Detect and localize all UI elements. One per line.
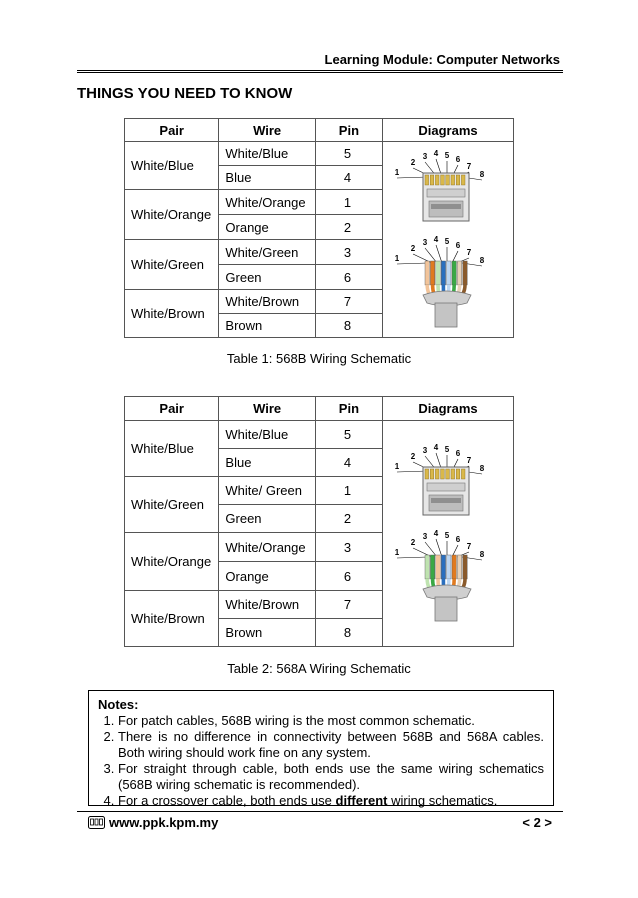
wire-strand (441, 261, 445, 285)
pin-leader-line (397, 557, 427, 558)
pair-cell: White/Brown (125, 290, 219, 338)
header-rule (77, 70, 563, 71)
pin-label: 4 (433, 235, 439, 244)
wire-cell: Orange (219, 215, 315, 240)
wire-strand (430, 555, 434, 579)
wire-strand (425, 261, 429, 285)
gold-contact (461, 469, 465, 479)
wire-cell: White/Green (219, 240, 315, 265)
pin-leader-line (436, 539, 442, 557)
wire-cell: White/Brown (219, 591, 315, 619)
pin-label: 7 (466, 162, 472, 171)
wire-cell: White/Brown (219, 290, 315, 314)
footer-website (88, 815, 218, 830)
wire-cell: Brown (219, 619, 315, 647)
pin-cell: 3 (315, 533, 382, 562)
header-rule-2 (77, 72, 563, 73)
pin-cell: 2 (315, 215, 382, 240)
wire-strand (463, 261, 467, 285)
pin-label: 5 (444, 445, 450, 454)
pin-cell: 6 (315, 562, 382, 591)
notes-title: Notes: (98, 697, 139, 712)
page-number: < 2 > (522, 815, 552, 830)
pin-label: 4 (433, 149, 439, 158)
gold-contact (451, 175, 455, 185)
diagram-cell (383, 421, 514, 647)
pin-cell: 7 (315, 290, 382, 314)
pin-cell: 1 (315, 190, 382, 215)
table-2-caption: Table 2: 568A Wiring Schematic (227, 661, 411, 676)
pin-label: 5 (444, 531, 450, 540)
note-item: 2. There is no difference in connectivity between 568B and 568A cables. Both wiring should work fine on any system. (118, 729, 544, 761)
pair-cell: White/Green (125, 477, 219, 533)
pin-leader-line (397, 263, 427, 264)
pin-label: 4 (433, 443, 439, 452)
pair-cell: White/Green (125, 240, 219, 290)
pin-label: 1 (394, 548, 400, 557)
wire-cell: White/Blue (219, 142, 315, 166)
gold-contact (441, 175, 445, 185)
gold-contact (446, 175, 450, 185)
wire-strand (457, 555, 461, 579)
connector-slot (431, 204, 461, 209)
ppk-logo-icon (88, 816, 105, 829)
cable-jacket (435, 303, 457, 327)
col-header-wire: Wire (219, 397, 315, 421)
wire-strand (463, 555, 467, 579)
cable-jacket (435, 597, 457, 621)
pin-label: 3 (422, 532, 428, 541)
wire-strand (452, 261, 456, 285)
wire-strand (436, 261, 440, 285)
connector-latch (427, 189, 465, 197)
pin-cell: 1 (315, 477, 382, 505)
pin-label: 7 (466, 542, 472, 551)
col-header-wire: Wire (219, 119, 315, 142)
pin-cell: 2 (315, 505, 382, 533)
pin-cell: 7 (315, 591, 382, 619)
pin-cell: 5 (315, 142, 382, 166)
pin-label: 1 (394, 254, 400, 263)
gold-contact (446, 469, 450, 479)
gold-contact (430, 469, 434, 479)
notes-list (98, 713, 544, 809)
pin-label: 8 (479, 170, 485, 179)
pin-cell: 5 (315, 421, 382, 449)
pin-cell: 4 (315, 166, 382, 190)
pin-label: 1 (394, 462, 400, 471)
wire-strand (441, 555, 445, 579)
wire-cell: Green (219, 265, 315, 290)
wire-cell: White/Orange (219, 190, 315, 215)
gold-contact (425, 175, 429, 185)
module-title: Learning Module: Computer Networks (324, 52, 560, 67)
gold-contact (456, 469, 460, 479)
pin-label: 6 (455, 155, 461, 164)
wire-cell: Green (219, 505, 315, 533)
pin-cell: 4 (315, 449, 382, 477)
pin-label: 7 (466, 456, 472, 465)
pin-label: 2 (410, 158, 416, 167)
note-item: 3. For straight through cable, both ends use the same wiring schematics (568B wiring schematic is recommended). (118, 761, 544, 793)
wire-strand (457, 261, 461, 285)
pin-leader-line (436, 245, 442, 263)
rj45-diagram-568a (383, 432, 513, 632)
pin-cell: 6 (315, 265, 382, 290)
pin-label: 3 (422, 238, 428, 247)
pin-label: 6 (455, 241, 461, 250)
pin-label: 5 (444, 237, 450, 246)
pair-cell: White/Blue (125, 421, 219, 477)
note-text: For a crossover cable, both ends use (118, 793, 336, 808)
footer-rule (77, 811, 563, 812)
connector-slot (431, 498, 461, 503)
wire-strand (436, 555, 440, 579)
col-header-pair: Pair (125, 119, 219, 142)
pin-label: 5 (444, 151, 450, 160)
pin-label: 2 (410, 452, 416, 461)
pin-cell: 3 (315, 240, 382, 265)
note-item: 1. For patch cables, 568B wiring is the most common schematic. (118, 713, 544, 729)
col-header-pin: Pin (315, 119, 382, 142)
pin-label: 6 (455, 535, 461, 544)
table-row (125, 421, 514, 449)
pair-cell: White/Orange (125, 533, 219, 591)
table-1-caption: Table 1: 568B Wiring Schematic (226, 351, 412, 366)
wire-strand (452, 555, 456, 579)
wire-cell: Orange (219, 562, 315, 591)
website-link[interactable]: www.ppk.kpm.my (109, 815, 219, 830)
gold-contact (425, 469, 429, 479)
col-header-diagrams: Diagrams (383, 119, 514, 142)
wiring-table-568b (124, 118, 514, 338)
gold-contact (435, 469, 439, 479)
gold-contact (435, 175, 439, 185)
pin-label: 2 (410, 244, 416, 253)
rj45-diagram-568b (383, 143, 513, 333)
pair-cell: White/Orange (125, 190, 219, 240)
section-title: THINGS YOU NEED TO KNOW (77, 85, 293, 102)
pin-label: 7 (466, 248, 472, 257)
gold-contact (456, 175, 460, 185)
pin-label: 4 (433, 529, 439, 538)
pin-label: 3 (422, 446, 428, 455)
wire-strand (430, 261, 434, 285)
pin-label: 2 (410, 538, 416, 547)
pin-label: 8 (479, 550, 485, 559)
col-header-pin: Pin (315, 397, 382, 421)
pair-cell: White/Blue (125, 142, 219, 190)
note-item (118, 793, 544, 809)
pin-label: 6 (455, 449, 461, 458)
pin-label: 1 (394, 168, 400, 177)
wire-strand (425, 555, 429, 579)
pin-label: 8 (479, 464, 485, 473)
wire-cell: Brown (219, 314, 315, 338)
diagram-cell (383, 142, 514, 338)
wiring-table-568a (124, 396, 514, 647)
wire-cell: Blue (219, 449, 315, 477)
pin-cell: 8 (315, 314, 382, 338)
pair-cell: White/Brown (125, 591, 219, 647)
wire-cell: White/ Green (219, 477, 315, 505)
gold-contact (461, 175, 465, 185)
table-row (125, 142, 514, 166)
connector-latch (427, 483, 465, 491)
pin-label: 8 (479, 256, 485, 265)
pin-label: 3 (422, 152, 428, 161)
wire-strand (447, 555, 451, 579)
note-text: wiring schematics. (387, 793, 498, 808)
note-emphasis: different (335, 793, 388, 808)
pin-cell: 8 (315, 619, 382, 647)
wire-cell: White/Orange (219, 533, 315, 562)
notes-box (88, 690, 554, 806)
wire-cell: Blue (219, 166, 315, 190)
gold-contact (441, 469, 445, 479)
col-header-pair: Pair (125, 397, 219, 421)
gold-contact (430, 175, 434, 185)
gold-contact (451, 469, 455, 479)
col-header-diagrams: Diagrams (383, 397, 514, 421)
wire-strand (447, 261, 451, 285)
wire-cell: White/Blue (219, 421, 315, 449)
